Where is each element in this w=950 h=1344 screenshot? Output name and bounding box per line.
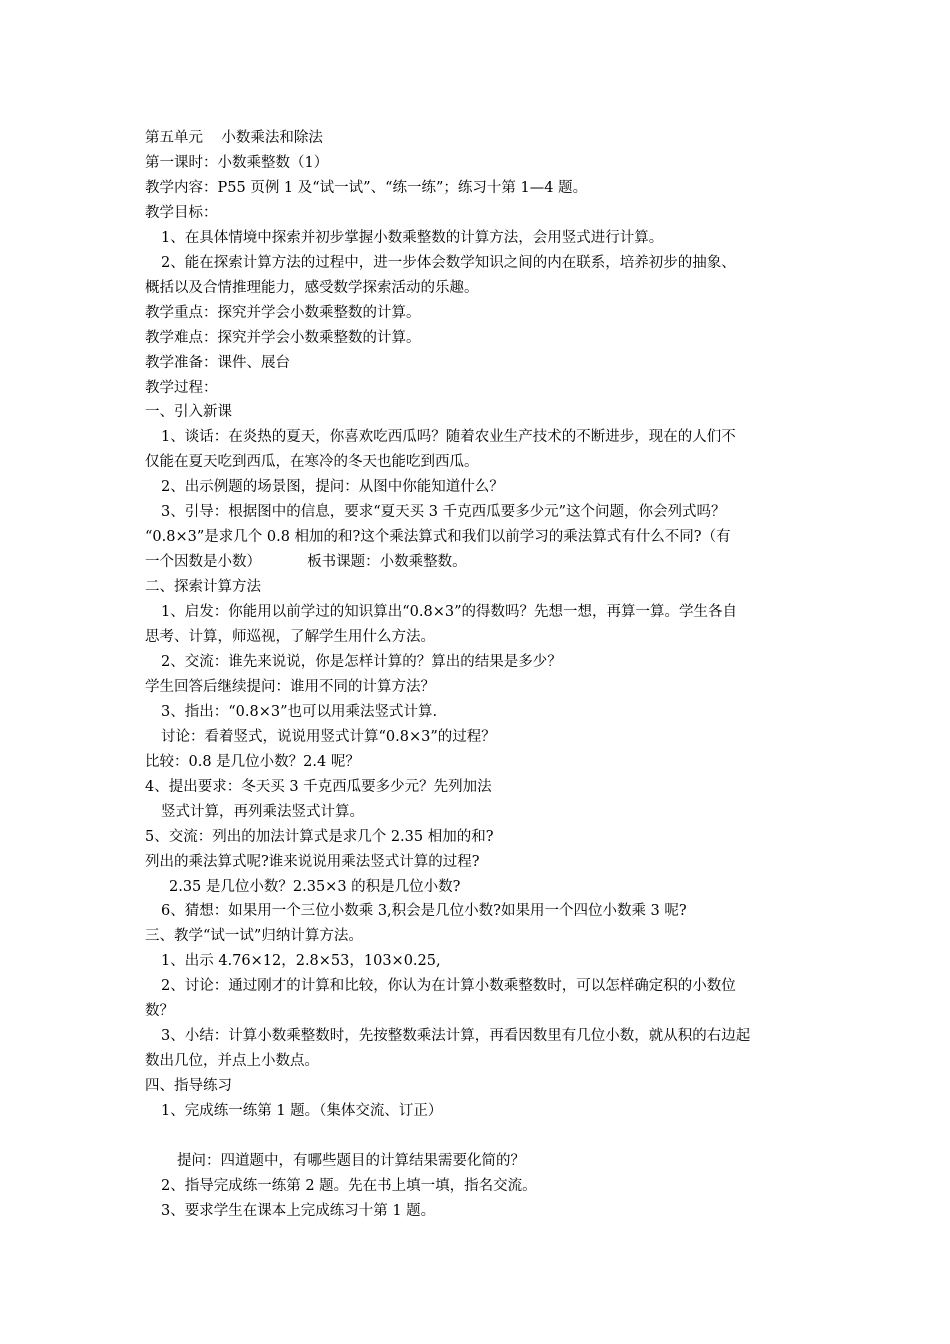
text-line: 3、引导：根据图中的信息，要求“夏天买 3 千克西瓜要多少元”这个问题，你会列式吗？ [161,504,726,521]
text-line: 数？ [145,1003,174,1020]
text-line: 概括以及合情推理能力，感受数学探索活动的乐趣。 [145,279,479,296]
text-line: 一、引入新课 [145,404,232,421]
text-line: 第五单元 小数乘法和除法 [145,130,323,146]
text-line: 2、讨论：通过刚才的计算和比较，你认为在计算小数乘整数时，可以怎样确定积的小数位 [161,978,736,995]
text-line: 1、谈话：在炎热的夏天，你喜欢吃西瓜吗？随着农业生产技术的不断进步，现在的人们不 [161,429,736,446]
text-line: 教学过程： [145,379,218,396]
text-line: 3、小结：计算小数乘整数时，先按整数乘法计算，再看因数里有几位小数，就从积的右边起 [161,1028,751,1045]
text-line: 1、完成练一练第 1 题。（集体交流、订正） [161,1103,443,1120]
text-line: 2、指导完成练一练第 2 题。先在书上填一填，指名交流。 [161,1177,537,1194]
text-line: 第一课时：小数乘整数（1） [145,154,329,171]
text-line: 讨论：看着竖式，说说用竖式计算“0.8×3”的过程？ [161,728,496,745]
text-line: 二、探索计算方法 [145,579,261,596]
text-line: 学生回答后继续提问：谁用不同的计算方法？ [145,678,435,695]
text-line: 1、出示 4.76×12，2.8×53，103×0.25, [161,953,441,970]
text-line: 思考、计算，师巡视，了解学生用什么方法。 [145,629,435,645]
text-line: 教学目标： [145,204,218,221]
text-line: 数出几位，并点上小数点。 [145,1053,319,1070]
text-line: 教学准备：课件、展台 [145,354,290,371]
text-line: “0.8×3”是求几个 0.8 相加的和?这个乘法算式和我们以前学习的乘法算式有什么不同?（有 [145,529,731,546]
text-line: 一个因数是小数） 板书课题：小数乘整数。 [145,554,467,571]
text-line: 四、指导练习 [145,1078,232,1095]
text-line: 1、在具体情境中探索并初步掌握小数乘整数的计算方法，会用竖式进行计算。 [161,229,664,246]
text-line: 竖式计算，再列乘法竖式计算。 [161,803,364,820]
text-line: 仅能在夏天吃到西瓜，在寒冷的冬天也能吃到西瓜。 [145,454,479,471]
text-line: 提问：四道题中，有哪些题目的计算结果需要化简的？ [177,1152,525,1169]
blank-line [145,1124,940,1148]
text-line: 教学重点：探究并学会小数乘整数的计算。 [145,304,421,321]
text-line: 4、提出要求：冬天买 3 千克西瓜要多少元？先列加法 [145,778,492,795]
text-line: 5、交流：列出的加法计算式是求几个 2.35 相加的和? [145,828,494,845]
text-line: 2、能在探索计算方法的过程中，进一步体会数学知识之间的内在联系，培养初步的抽象、 [161,254,736,271]
text-line: 3、指出：“0.8×3”也可以用乘法竖式计算. [161,703,438,720]
text-line: 教学难点：探究并学会小数乘整数的计算。 [145,329,421,346]
text-line: 2、出示例题的场景图，提问：从图中你能知道什么？ [161,479,504,496]
text-line: 1、启发：你能用以前学过的知识算出“0.8×3”的得数吗？先想一想，再算一算。学生各自 [161,604,737,621]
text-line: 2.35 是几位小数？2.35×3 的积是几位小数? [169,878,461,895]
text-line: 3、要求学生在课本上完成练习十第 1 题。 [161,1202,436,1219]
text-line: 6、猜想：如果用一个三位小数乘 3,积会是几位小数?如果用一个四位小数乘 3 呢? [161,903,687,920]
text-line: 列出的乘法算式呢?谁来说说用乘法竖式计算的过程? [145,853,480,870]
text-line: 教学内容：P55 页例 1 及“试一试”、“练一练”；练习十第 1—4 题。 [145,179,588,196]
text-line: 三、教学“试一试”归纳计算方法。 [145,928,363,945]
text-line: 比较：0.8 是几位小数？2.4 呢？ [145,753,360,770]
text-line: 2、交流：谁先来说说，你是怎样计算的？算出的结果是多少？ [161,653,562,670]
